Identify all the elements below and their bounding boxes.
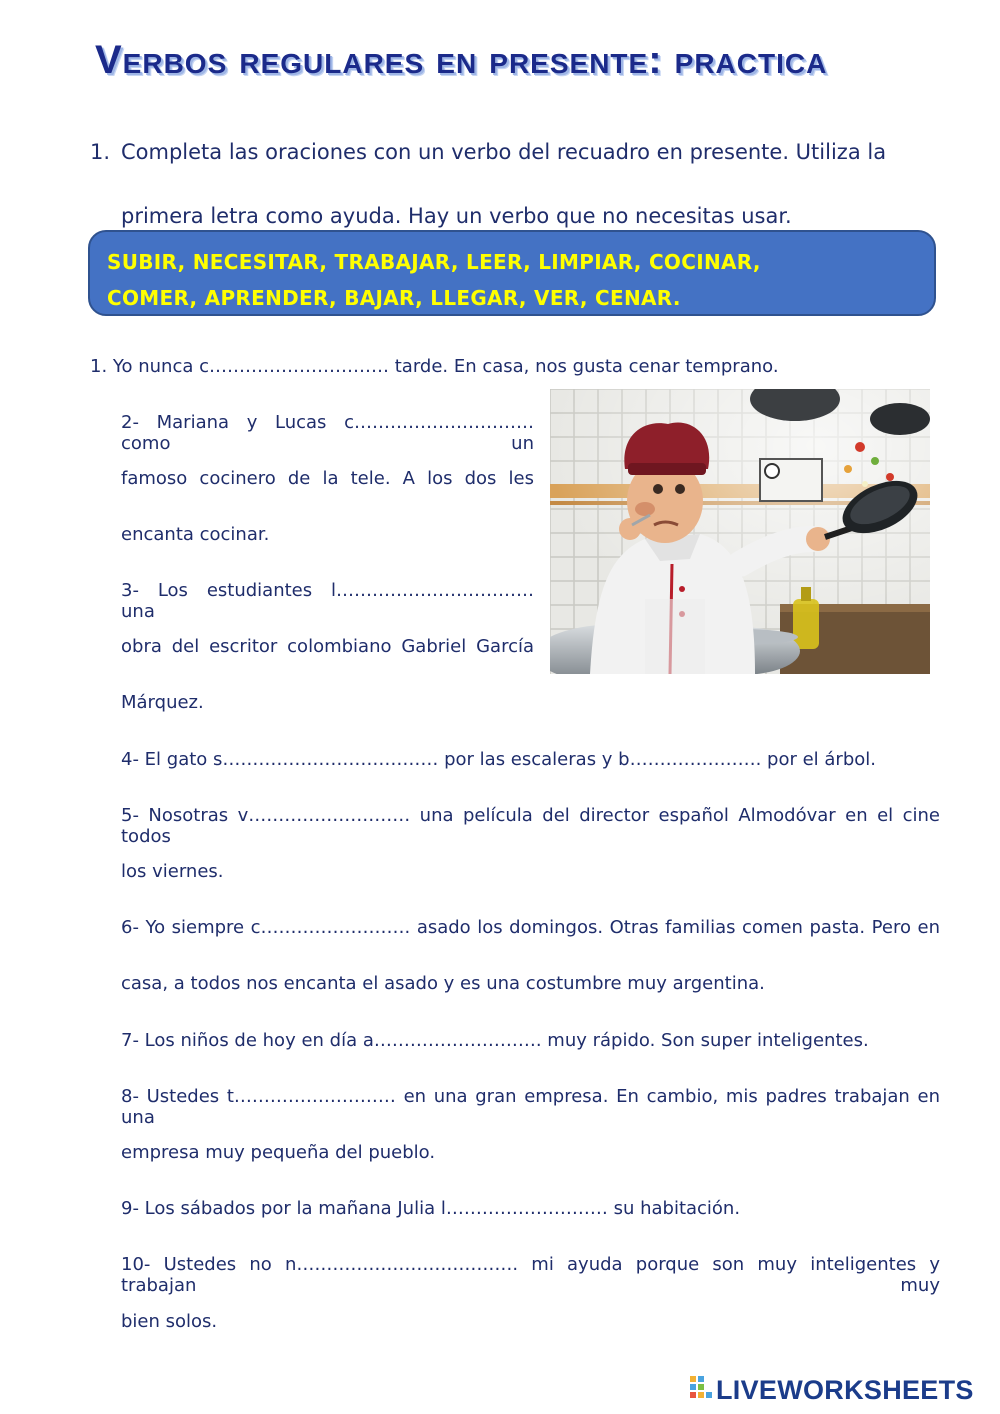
sentence-8-line-1: 8- Ustedes t……………………… en una gran empresa. En cambio, mis padres trabajan en una — [121, 1086, 940, 1128]
word-box-line-1: SUBIR, NECESITAR, TRABAJAR, LEER, LIMPIAR, COCINAR, — [107, 250, 761, 274]
instruction-line-2: primera letra como ayuda. Hay un verbo que no necesitas usar. — [121, 204, 792, 228]
sentence-8-line-2: empresa muy pequeña del pueblo. — [121, 1142, 436, 1163]
sentence-5-line-1: 5- Nosotras v……………………… una película del director español Almodóvar en el cine todos — [121, 805, 940, 847]
sentence-6-line-1: 6- Yo siempre c……………………. asado los domingos. Otras familias comen pasta. Pero en — [121, 917, 940, 938]
sentence-10-line-1: 10- Ustedes no n………………………………. mi ayuda porque son muy inteligentes y trabajan muy — [121, 1254, 940, 1296]
instruction-number: 1. — [90, 140, 111, 164]
sentence-3-line-3: Márquez. — [121, 692, 204, 713]
sentence-2-line-2: famoso cocinero de la tele. A los dos les — [121, 468, 534, 489]
sentence-4: 4- El gato s……………………………… por las escaleras y b…………………. por el árbol. — [121, 749, 876, 770]
chef-cooking-illustration — [550, 389, 930, 674]
liveworksheets-logo-icon — [690, 1376, 712, 1404]
sentence-10-line-2: bien solos. — [121, 1311, 218, 1332]
sentence-3-line-1: 3- Los estudiantes l…………………………… una — [121, 580, 534, 622]
sentence-2-line-3: encanta cocinar. — [121, 524, 270, 545]
instructions — [90, 120, 940, 248]
sentence-6-line-2: casa, a todos nos encanta el asado y es una costumbre muy argentina. — [121, 973, 765, 994]
sentence-9: 9- Los sábados por la mañana Julia l……………………… su habitación. — [121, 1198, 741, 1219]
chef-illustration-svg — [550, 389, 930, 674]
sentence-1: 1. Yo nunca c………………………… tarde. En casa, nos gusta cenar temprano. — [90, 356, 779, 377]
page-title: Verbos regulares en presente: practica — [95, 38, 828, 82]
sentence-2-line-1: 2- Mariana y Lucas c………………………… como un — [121, 412, 534, 454]
instruction-line-1: Completa las oraciones con un verbo del recuadro en presente. Utiliza la — [121, 140, 887, 164]
liveworksheets-brand — [690, 1375, 974, 1405]
word-box-line-2: COMER, APRENDER, BAJAR, LLEGAR, VER, CENAR. — [107, 286, 681, 310]
brand-text: LIVEWORKSHEETS — [716, 1374, 974, 1405]
sentence-7: 7- Los niños de hoy en día a………………………. muy rápido. Son super inteligentes. — [121, 1030, 869, 1051]
sentence-5-line-2: los viernes. — [121, 861, 224, 882]
verb-word-box — [88, 230, 936, 316]
sentence-3-line-2: obra del escritor colombiano Gabriel García — [121, 636, 534, 657]
